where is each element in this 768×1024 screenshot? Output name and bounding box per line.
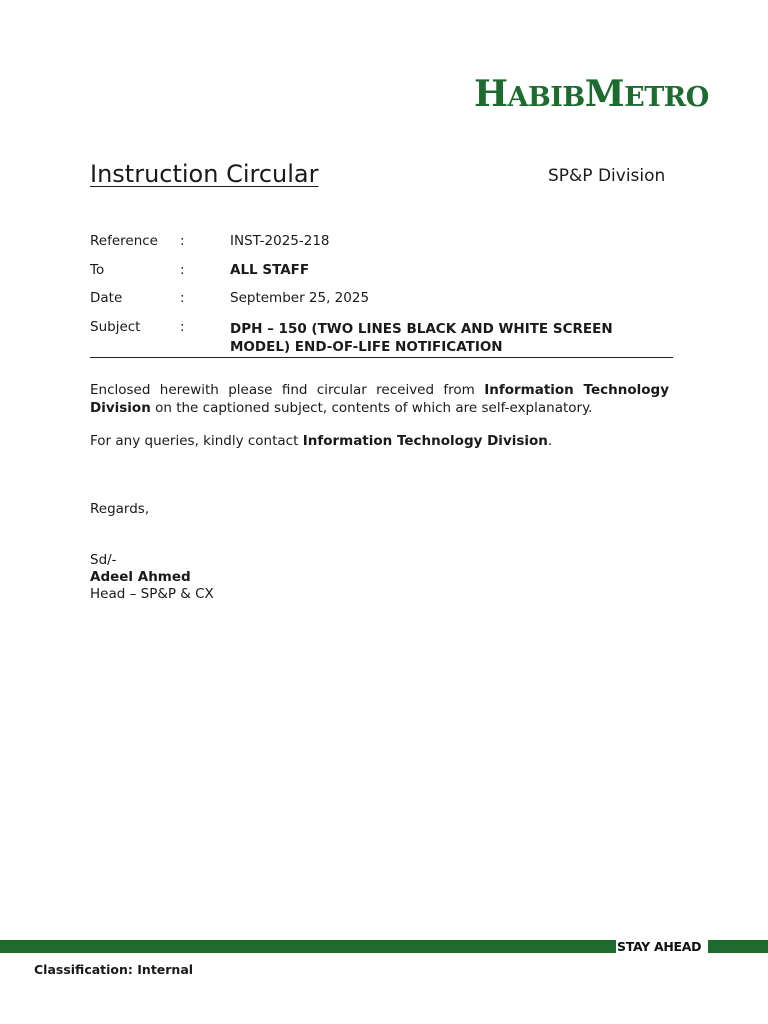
- subject-label: Subject: [90, 319, 141, 335]
- division-label: SP&P Division: [548, 166, 666, 186]
- date-value: September 25, 2025: [230, 290, 370, 306]
- subject-value: DPH – 150 (TWO LINES BLACK AND WHITE SCREEN MODEL) END-OF-LIFE NOTIFICATION: [230, 321, 613, 355]
- to-colon: :: [180, 262, 185, 278]
- reference-colon: :: [180, 233, 185, 249]
- reference-value: INST-2025-218: [230, 233, 330, 249]
- signatory-title: Head – SP&P & CX: [90, 586, 214, 602]
- reference-label: Reference: [90, 233, 158, 249]
- header-divider: [90, 357, 673, 358]
- habibmetro-logo: HABIBMETRO: [474, 73, 709, 115]
- it-division-text: Information Technology Division: [90, 382, 669, 416]
- date-label: Date: [90, 290, 123, 306]
- date-colon: :: [180, 290, 185, 306]
- body-paragraph-2: For any queries, kindly contact Information Technology Division.: [90, 433, 553, 449]
- stay-ahead-tagline: STAY AHEAD: [617, 939, 702, 954]
- to-label: To: [90, 262, 105, 278]
- subject-colon: :: [180, 319, 185, 335]
- document-title: Instruction Circular: [90, 160, 319, 188]
- it-division-text: Information Technology Division: [302, 433, 548, 449]
- classification-label: Classification: Internal: [34, 962, 194, 977]
- regards-text: Regards,: [90, 501, 150, 517]
- to-value: ALL STAFF: [230, 262, 310, 278]
- signatory-name: Adeel Ahmed: [90, 569, 191, 585]
- signed-mark: Sd/-: [90, 552, 117, 568]
- body-paragraph-1: Enclosed herewith please find circular received from Information Technology Division on the captioned subject, contents of which are self-explanatory.: [90, 382, 669, 416]
